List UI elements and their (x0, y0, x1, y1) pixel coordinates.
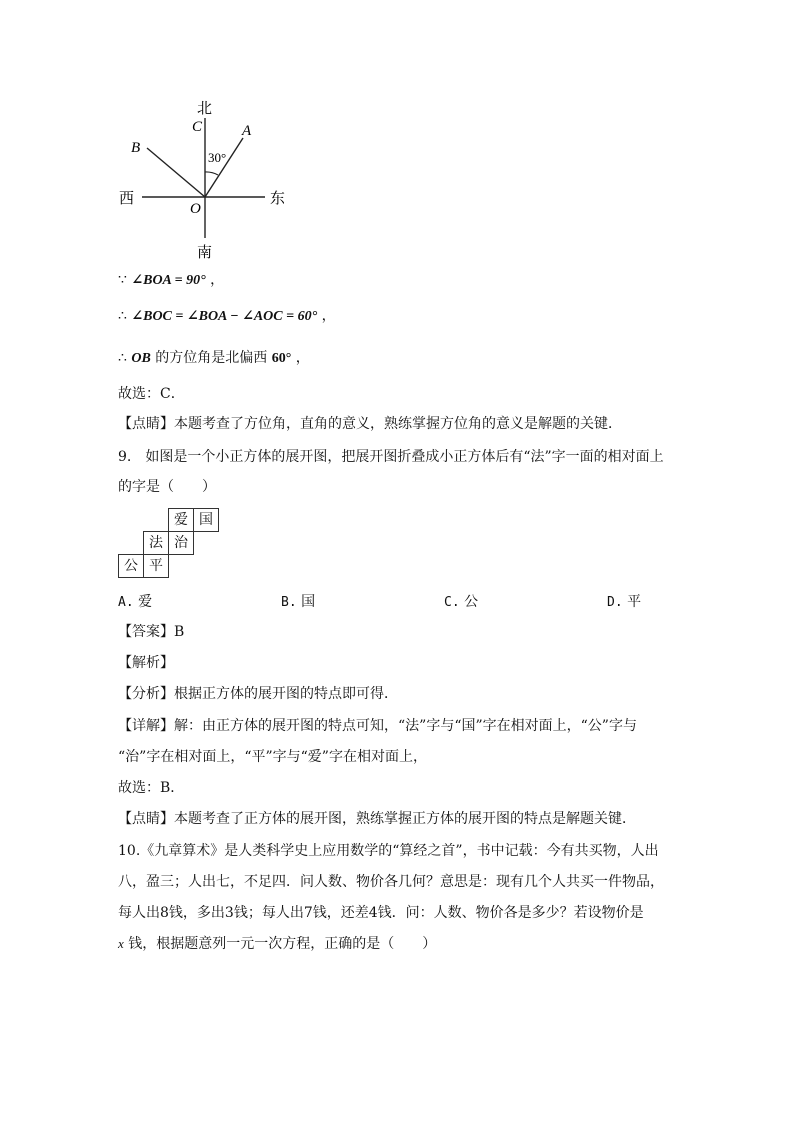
q9-analysis-title: 【解析】 (118, 655, 174, 671)
ray-OA (205, 138, 243, 197)
angle-30-label: 30° (208, 150, 227, 165)
point-C-label: C (192, 119, 203, 135)
q10-line3: 每人出8钱，多出3钱；每人出7钱，还差4钱．问：人数、物价各是多少？若设物价是 (118, 905, 644, 921)
line1-tail: ， (210, 272, 225, 288)
west-label: 西 (119, 189, 135, 207)
point-A-label: A (242, 123, 252, 139)
option-letter: D. (607, 595, 623, 610)
q9-detail-line1: 【详解】解：由正方体的展开图的特点可知，“法”字与“国”字在相对面上，“公”字与 (118, 718, 637, 734)
east-label: 东 (270, 189, 286, 207)
angle-BOA-expr: ∠BOA = 90° (131, 273, 206, 288)
q9-answer: 【答案】B (118, 624, 185, 640)
q10-line4-text: 钱，根据题意列一元一次方程，正确的是（ ） (128, 936, 437, 952)
line2-tail: ， (321, 308, 336, 324)
option-text: 国 (301, 594, 316, 610)
therefore-symbol: ∴ (118, 350, 127, 366)
net-cell-zhi: 治 (168, 531, 194, 555)
q9-option-c (444, 592, 478, 613)
net-cell-guo: 国 (193, 508, 219, 532)
ray-OB-expr: OB (131, 351, 151, 366)
q10-line2: 八，盈三；人出七，不足四．问人数、物价各几何？意思是：现有几个人共买一件物品， (118, 874, 664, 890)
therefore-line-2 (118, 348, 310, 369)
option-letter: A. (118, 595, 134, 610)
q10-line1: 10.《九章算术》是人类科学史上应用数学的“算经之首”，书中记载：今有共买物，人出 (118, 843, 659, 859)
option-letter: C. (444, 595, 460, 610)
therefore-symbol: ∴ (118, 308, 127, 324)
bearing-text: 的方位角是北偏西 (155, 350, 268, 366)
north-label: 北 (197, 99, 213, 117)
point-O-label: O (190, 201, 201, 217)
ray-OB (147, 148, 205, 197)
direction-figure (0, 0, 794, 270)
because-symbol: ∵ (118, 272, 127, 288)
q9-option-b (281, 592, 315, 613)
q9-analysis: 【分析】根据正方体的展开图的特点即可得． (118, 686, 398, 702)
prev-comment: 【点睛】本题考查了方位角，直角的意义，熟练掌握方位角的意义是解题的关键． (118, 416, 622, 432)
net-cell-gong: 公 (118, 554, 144, 578)
q9-comment: 【点睛】本题考查了正方体的展开图，熟练掌握正方体的展开图的特点是解题关键． (118, 811, 636, 827)
q9-detail-line2: “治”字在相对面上，“平”字与“爱”字在相对面上， (118, 749, 427, 765)
net-cell-ai: 爱 (168, 508, 194, 532)
line3-tail: ， (295, 350, 310, 366)
variable-x: x (118, 936, 124, 951)
point-B-label: B (131, 140, 141, 156)
bearing-value: 60° (271, 351, 292, 366)
net-cell-fa: 法 (143, 531, 169, 555)
therefore-line-1 (118, 306, 336, 327)
because-line (118, 270, 224, 291)
q9-choice: 故选：B． (118, 780, 185, 796)
cube-net (118, 508, 218, 580)
option-letter: B. (281, 595, 297, 610)
south-label: 南 (197, 243, 213, 261)
q9-stem-line2: 的字是（ ） (118, 479, 216, 495)
q9-option-d (607, 592, 641, 613)
option-text: 爱 (138, 594, 153, 610)
angle-arc (205, 172, 218, 175)
option-text: 公 (464, 594, 479, 610)
option-text: 平 (627, 594, 642, 610)
net-cell-ping: 平 (143, 554, 169, 578)
prev-choice: 故选：C． (118, 386, 185, 402)
q9-stem-line1: 9. 如图是一个小正方体的展开图，把展开图折叠成小正方体后有“法”字一面的相对面上 (118, 449, 664, 465)
q9-option-a (118, 592, 152, 613)
angle-BOC-expr: ∠BOC = ∠BOA − ∠AOC = 60° (131, 309, 318, 324)
q10-line4 (118, 934, 436, 954)
